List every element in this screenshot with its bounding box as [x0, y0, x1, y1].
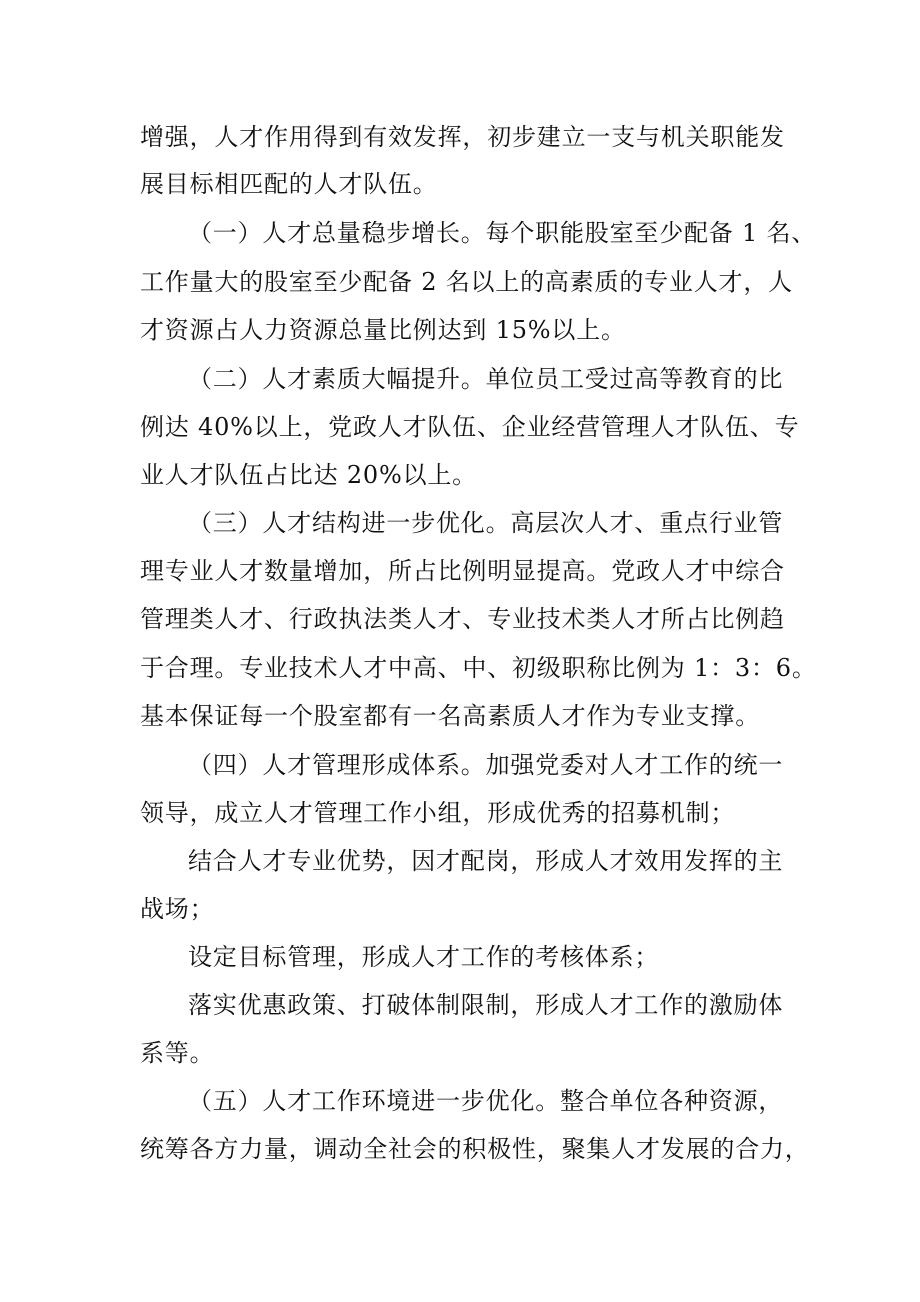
paragraph-two-heading: （二）人才素质大幅提升。单位员工受过高等教育的比 [188, 365, 784, 393]
text-line: 基本保证每一个股室都有一名高素质人才作为专业支撑。 [140, 702, 760, 730]
text-line: 展目标相匹配的人才队伍。 [140, 170, 438, 198]
paragraph-one-heading: （一）人才总量稳步增长。每个职能股室至少配备 1 名、 [188, 219, 817, 247]
text-line: 领导，成立人才管理工作小组，形成优秀的招募机制； [140, 799, 736, 827]
text-line: 设定目标管理，形成人才工作的考核体系； [188, 943, 660, 971]
text-line: 统筹各方力量，调动全社会的积极性，聚集人才发展的合力， [140, 1135, 810, 1163]
text-line: 才资源占人力资源总量比例达到 15%以上。 [140, 316, 626, 344]
paragraph-five-heading: （五）人才工作环境进一步优化。整合单位各种资源， [188, 1087, 784, 1115]
text-line: 理专业人才数量增加，所占比例明显提高。党政人才中综合 [140, 557, 785, 585]
text-line: 结合人才专业优势，因才配岗，形成人才效用发挥的主 [188, 847, 784, 875]
text-line: 系等。 [140, 1039, 215, 1067]
text-line: 于合理。专业技术人才中高、中、初级职称比例为 1：3：6。 [140, 654, 817, 682]
text-line: 落实优惠政策、打破体制限制，形成人才工作的激励体 [188, 991, 784, 1019]
text-line: 工作量大的股室至少配备 2 名以上的高素质的专业人才，人 [140, 268, 793, 296]
text-line: 管理类人才、行政执法类人才、专业技术类人才所占比例趋 [140, 605, 785, 633]
text-line: 例达 40%以上，党政人才队伍、企业经营管理人才队伍、专 [140, 413, 800, 441]
text-line: 战场； [140, 895, 215, 923]
text-line: 业人才队伍占比达 20%以上。 [140, 461, 477, 489]
paragraph-four-heading: （四）人才管理形成体系。加强党委对人才工作的统一 [188, 751, 784, 779]
paragraph-three-heading: （三）人才结构进一步优化。高层次人才、重点行业管 [188, 509, 784, 537]
text-line: 增强，人才作用得到有效发挥，初步建立一支与机关职能发 [140, 123, 785, 151]
